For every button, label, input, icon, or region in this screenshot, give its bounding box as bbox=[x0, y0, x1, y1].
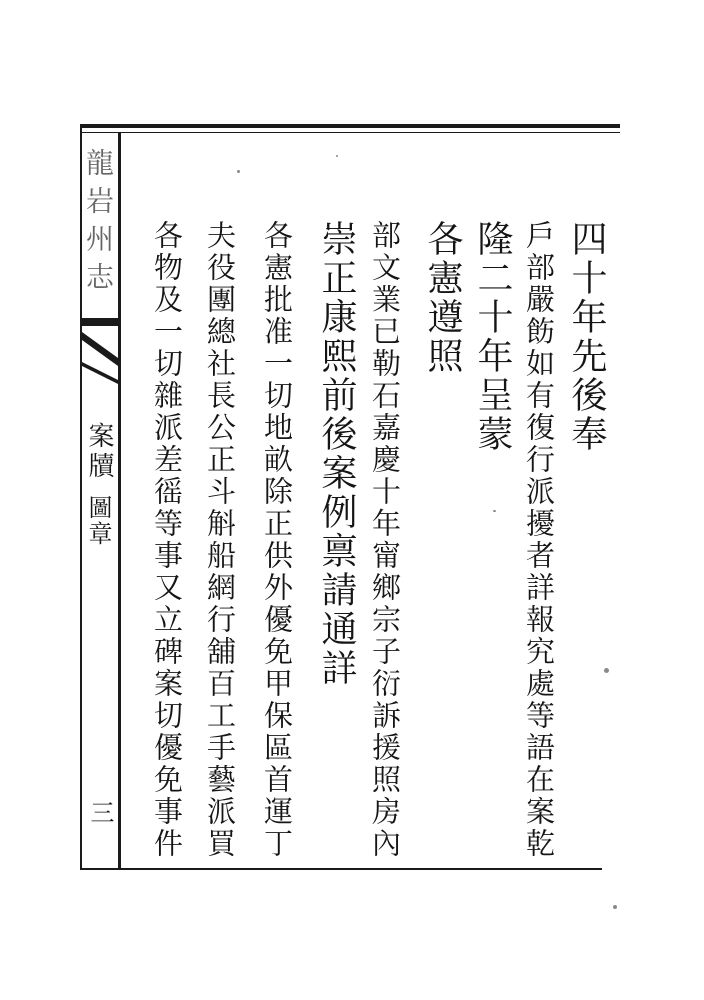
fishtail-ornament-icon bbox=[82, 318, 118, 388]
subsection-label: 圖章 bbox=[84, 495, 112, 547]
text-column-4: 各憲遵照 bbox=[422, 220, 463, 376]
text-column-9: 各物及一切雜派差徭等事又立碑案切優免事件 bbox=[150, 220, 184, 860]
bottom-border bbox=[80, 868, 602, 870]
scan-speck bbox=[336, 155, 338, 157]
page-number: 三 bbox=[86, 800, 114, 824]
text-column-1: 四十年先後奉 bbox=[566, 220, 607, 454]
scan-speck bbox=[604, 668, 609, 673]
text-column-8: 夫役團總社長公正斗斛船網行舖百工手藝派買 bbox=[203, 220, 237, 860]
section-label: 案牘 bbox=[84, 422, 114, 482]
text-column-5: 部文業已勒石嘉慶十年甯鄉宗子衍訴援照房內 bbox=[368, 220, 402, 860]
text-column-3: 隆二十年呈蒙 bbox=[472, 220, 513, 454]
scan-speck bbox=[237, 170, 240, 173]
scan-speck bbox=[493, 510, 496, 512]
margin-title: 龍岩州志 bbox=[82, 148, 115, 300]
top-border-thick bbox=[80, 124, 620, 128]
text-column-2: 戶部嚴飭如有復行派擾者詳報究處等語在案乾 bbox=[522, 220, 556, 860]
margin-column-line bbox=[118, 132, 121, 870]
text-column-7: 各憲批准一切地畝除正供外優免甲保區首運丁 bbox=[260, 220, 294, 860]
top-border-thin bbox=[80, 132, 620, 133]
scan-speck bbox=[613, 905, 617, 909]
text-column-6: 崇正康熙前後案例禀請通詳 bbox=[316, 220, 357, 688]
